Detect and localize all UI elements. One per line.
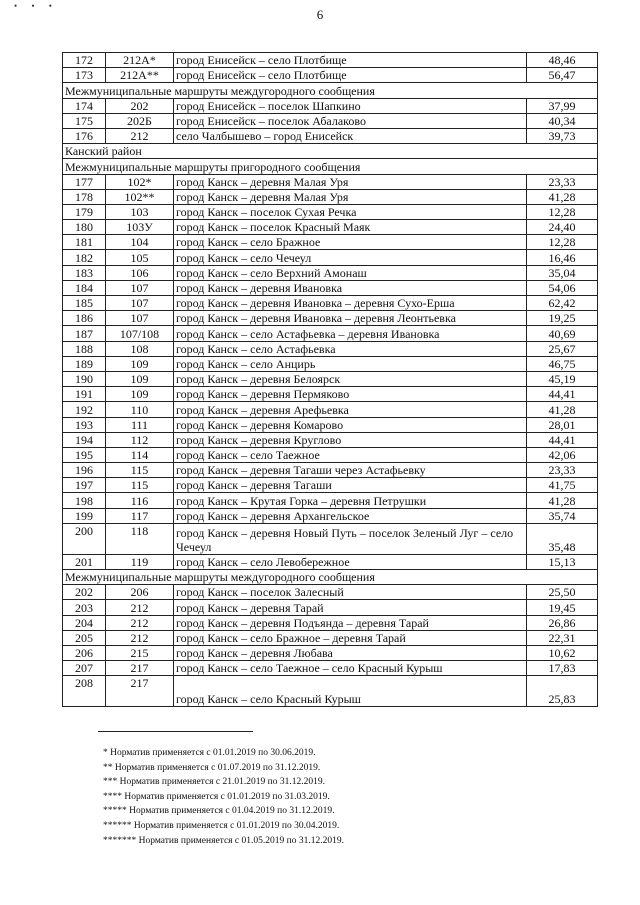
table-row — [63, 68, 598, 83]
route-name: город Канск – деревня Малая Уря — [174, 189, 527, 204]
norm-value: 39,73 — [527, 128, 598, 143]
route-name: город Канск – село Анцирь — [174, 356, 527, 371]
route-number: 202 — [106, 98, 174, 113]
row-number: 177 — [63, 174, 106, 189]
routes-table-body — [63, 53, 598, 707]
route-name: город Канск – деревня Тарай — [174, 600, 527, 615]
route-name: город Канск – деревня Ивановка – деревня Сухо-Ерша — [174, 296, 527, 311]
route-name: город Канск – деревня Круглово — [174, 432, 527, 447]
row-number: 204 — [63, 615, 106, 630]
norm-value: 48,46 — [527, 53, 598, 68]
route-name: город Канск – село Таежное – село Красный Курыш — [174, 661, 527, 676]
norm-value: 41,28 — [527, 402, 598, 417]
section-heading-row — [63, 83, 598, 98]
norm-value: 62,42 — [527, 296, 598, 311]
row-number: 181 — [63, 235, 106, 250]
table-row — [63, 508, 598, 523]
row-number: 188 — [63, 341, 106, 356]
norm-value: 15,13 — [527, 554, 598, 569]
table-row — [63, 600, 598, 615]
table-row — [63, 280, 598, 295]
norm-value: 41,75 — [527, 478, 598, 493]
row-number: 205 — [63, 630, 106, 645]
norm-value: 40,69 — [527, 326, 598, 341]
route-name: город Канск – деревня Малая Уря — [174, 174, 527, 189]
route-name: город Енисейск – село Плотбище — [174, 68, 527, 83]
norm-value: 23,33 — [527, 174, 598, 189]
route-number: 118 — [106, 523, 174, 554]
norm-value: 41,28 — [527, 189, 598, 204]
route-number: 115 — [106, 478, 174, 493]
row-number: 208 — [63, 676, 106, 707]
row-number: 176 — [63, 128, 106, 143]
table-row — [63, 174, 598, 189]
table-row — [63, 478, 598, 493]
route-number: 107 — [106, 311, 174, 326]
norm-value: 22,31 — [527, 630, 598, 645]
row-number: 180 — [63, 220, 106, 235]
norm-value: 19,45 — [527, 600, 598, 615]
route-name: город Канск – деревня Пермяково — [174, 387, 527, 402]
route-number: 212 — [106, 128, 174, 143]
norm-value: 19,25 — [527, 311, 598, 326]
row-number: 191 — [63, 387, 106, 402]
row-number: 190 — [63, 371, 106, 386]
row-number: 193 — [63, 417, 106, 432]
table-row — [63, 341, 598, 356]
route-number: 117 — [106, 508, 174, 523]
route-name: город Канск – село Астафьевка – деревня Ивановка — [174, 326, 527, 341]
row-number: 187 — [63, 326, 106, 341]
route-name: город Канск – поселок Сухая Речка — [174, 204, 527, 219]
section-heading: Канский район — [63, 144, 598, 159]
table-row — [63, 356, 598, 371]
route-number: 108 — [106, 341, 174, 356]
route-number: 212 — [106, 600, 174, 615]
row-number: 185 — [63, 296, 106, 311]
route-number: 109 — [106, 387, 174, 402]
route-number: 107 — [106, 296, 174, 311]
table-row — [63, 265, 598, 280]
row-number: 199 — [63, 508, 106, 523]
norm-value: 35,48 — [527, 523, 598, 554]
route-number: 107/108 — [106, 326, 174, 341]
table-row — [63, 585, 598, 600]
footnotes — [103, 746, 344, 848]
scan-marks: • • • — [14, 1, 58, 11]
row-number: 192 — [63, 402, 106, 417]
row-number: 202 — [63, 585, 106, 600]
table-row — [63, 204, 598, 219]
row-number: 200 — [63, 523, 106, 554]
route-number: 109 — [106, 356, 174, 371]
table-row — [63, 311, 598, 326]
norm-value: 10,62 — [527, 645, 598, 660]
norm-value: 40,34 — [527, 113, 598, 128]
norm-value: 12,28 — [527, 204, 598, 219]
route-number: 115 — [106, 463, 174, 478]
norm-value: 25,83 — [527, 676, 598, 707]
section-heading-row — [63, 144, 598, 159]
section-heading-row — [63, 570, 598, 585]
route-number: 217 — [106, 661, 174, 676]
table-row — [63, 128, 598, 143]
route-number: 212А** — [106, 68, 174, 83]
norm-value: 35,04 — [527, 265, 598, 280]
table-row — [63, 676, 598, 707]
row-number: 183 — [63, 265, 106, 280]
route-number: 110 — [106, 402, 174, 417]
norm-value: 26,86 — [527, 615, 598, 630]
route-number: 215 — [106, 645, 174, 660]
table-row — [63, 296, 598, 311]
norm-value: 35,74 — [527, 508, 598, 523]
route-number: 112 — [106, 432, 174, 447]
route-number: 116 — [106, 493, 174, 508]
route-name: город Канск – село Бражное — [174, 235, 527, 250]
row-number: 189 — [63, 356, 106, 371]
row-number: 194 — [63, 432, 106, 447]
route-number: 212 — [106, 630, 174, 645]
table-row — [63, 250, 598, 265]
route-name: город Канск – деревня Комарово — [174, 417, 527, 432]
table-row — [63, 220, 598, 235]
route-number: 119 — [106, 554, 174, 569]
route-name: село Чалбышево – город Енисейск — [174, 128, 527, 143]
norm-value: 24,40 — [527, 220, 598, 235]
table-row — [63, 554, 598, 569]
footnote: * Норматив применяется с 01.01.2019 по 30.06.2019. — [103, 748, 316, 758]
route-name: город Канск – поселок Залесный — [174, 585, 527, 600]
norm-value: 46,75 — [527, 356, 598, 371]
norm-value: 44,41 — [527, 387, 598, 402]
row-number: 198 — [63, 493, 106, 508]
norm-value: 23,33 — [527, 463, 598, 478]
route-name: город Канск – деревня Архангельское — [174, 508, 527, 523]
route-number: 105 — [106, 250, 174, 265]
table-row — [63, 53, 598, 68]
route-name: город Канск – деревня Подъянда – деревня Тарай — [174, 615, 527, 630]
route-number: 103У — [106, 220, 174, 235]
route-number: 107 — [106, 280, 174, 295]
table-row — [63, 387, 598, 402]
norm-value: 56,47 — [527, 68, 598, 83]
norm-value: 25,67 — [527, 341, 598, 356]
route-number: 102** — [106, 189, 174, 204]
route-name: город Канск – деревня Ивановка — [174, 280, 527, 295]
row-number: 207 — [63, 661, 106, 676]
table-row — [63, 645, 598, 660]
row-number: 184 — [63, 280, 106, 295]
route-name: город Канск – село Таежное — [174, 447, 527, 462]
norm-value: 17,83 — [527, 661, 598, 676]
norm-value: 42,06 — [527, 447, 598, 462]
route-number: 104 — [106, 235, 174, 250]
table-row — [63, 417, 598, 432]
footnote: **** Норматив применяется с 01.01.2019 по 31.03.2019. — [103, 791, 330, 802]
route-number: 206 — [106, 585, 174, 600]
route-number: 212А* — [106, 53, 174, 68]
route-number: 217 — [106, 676, 174, 707]
row-number: 201 — [63, 554, 106, 569]
table-row — [63, 432, 598, 447]
table-row — [63, 661, 598, 676]
route-name: город Енисейск – поселок Шапкино — [174, 98, 527, 113]
footnote: ** Норматив применяется с 01.07.2019 по 31.12.2019. — [103, 762, 321, 773]
table-row — [63, 113, 598, 128]
route-name: город Канск – деревня Белоярск — [174, 371, 527, 386]
section-heading: Межмуниципальные маршруты междугородного сообщения — [63, 570, 598, 585]
route-name: город Канск – село Красный Курыш — [174, 676, 527, 707]
footnote: ******* Норматив применяется с 01.05.2019 по 31.12.2019. — [103, 835, 344, 846]
norm-value: 28,01 — [527, 417, 598, 432]
row-number: 179 — [63, 204, 106, 219]
table-row — [63, 326, 598, 341]
row-number: 175 — [63, 113, 106, 128]
footnote: *** Норматив применяется с 21.01.2019 по 31.12.2019. — [103, 777, 325, 788]
norm-value: 54,06 — [527, 280, 598, 295]
route-number: 111 — [106, 417, 174, 432]
route-name: город Канск – село Астафьевка — [174, 341, 527, 356]
table-row — [63, 98, 598, 113]
footnote: ****** Норматив применяется с 01.01.2019 по 30.04.2019. — [103, 820, 340, 831]
route-name: город Канск – деревня Тагаши через Астафьевку — [174, 463, 527, 478]
route-name: город Канск – деревня Арефьевка — [174, 402, 527, 417]
section-heading: Межмуниципальные маршруты пригородного сообщения — [63, 159, 598, 174]
row-number: 186 — [63, 311, 106, 326]
table-row — [63, 402, 598, 417]
row-number: 203 — [63, 600, 106, 615]
route-number: 106 — [106, 265, 174, 280]
route-name: город Канск – село Верхний Амонаш — [174, 265, 527, 280]
row-number: 182 — [63, 250, 106, 265]
page-number: 6 — [316, 7, 324, 22]
table-row — [63, 615, 598, 630]
route-name: город Канск – деревня Ивановка – деревня Леонтьевка — [174, 311, 527, 326]
table-row — [63, 523, 598, 554]
table-row — [63, 371, 598, 386]
route-name: город Енисейск – село Плотбище — [174, 53, 527, 68]
row-number: 172 — [63, 53, 106, 68]
section-heading-row — [63, 159, 598, 174]
table-row — [63, 235, 598, 250]
route-number: 109 — [106, 371, 174, 386]
route-name: город Канск – Крутая Горка – деревня Петрушки — [174, 493, 527, 508]
section-heading: Межмуниципальные маршруты междугородного сообщения — [63, 83, 598, 98]
norm-value: 12,28 — [527, 235, 598, 250]
route-name: город Канск – село Левобережное — [174, 554, 527, 569]
row-number: 206 — [63, 645, 106, 660]
route-number: 114 — [106, 447, 174, 462]
row-number: 197 — [63, 478, 106, 493]
footnote-separator — [98, 731, 253, 732]
table-row — [63, 463, 598, 478]
norm-value: 16,46 — [527, 250, 598, 265]
table-row — [63, 493, 598, 508]
route-number: 202Б — [106, 113, 174, 128]
route-name: город Канск – деревня Тагаши — [174, 478, 527, 493]
row-number: 178 — [63, 189, 106, 204]
row-number: 196 — [63, 463, 106, 478]
row-number: 173 — [63, 68, 106, 83]
row-number: 174 — [63, 98, 106, 113]
table-row — [63, 447, 598, 462]
route-name: город Канск – село Чечеул — [174, 250, 527, 265]
route-number: 103 — [106, 204, 174, 219]
table-row — [63, 630, 598, 645]
row-number: 195 — [63, 447, 106, 462]
norm-value: 25,50 — [527, 585, 598, 600]
norm-value: 44,41 — [527, 432, 598, 447]
route-number: 212 — [106, 615, 174, 630]
route-name: город Канск – деревня Новый Путь – поселок Зеленый Луг – село Чечеул — [174, 523, 527, 554]
norm-value: 45,19 — [527, 371, 598, 386]
norm-value: 37,99 — [527, 98, 598, 113]
table-row — [63, 189, 598, 204]
norm-value: 41,28 — [527, 493, 598, 508]
route-number: 102* — [106, 174, 174, 189]
route-name: город Канск – деревня Любава — [174, 645, 527, 660]
routes-table — [62, 52, 598, 707]
route-name: город Енисейск – поселок Абалаково — [174, 113, 527, 128]
route-name: город Канск – поселок Красный Маяк — [174, 220, 527, 235]
route-name: город Канск – село Бражное – деревня Тарай — [174, 630, 527, 645]
footnote: ***** Норматив применяется с 01.04.2019 по 31.12.2019. — [103, 806, 335, 817]
